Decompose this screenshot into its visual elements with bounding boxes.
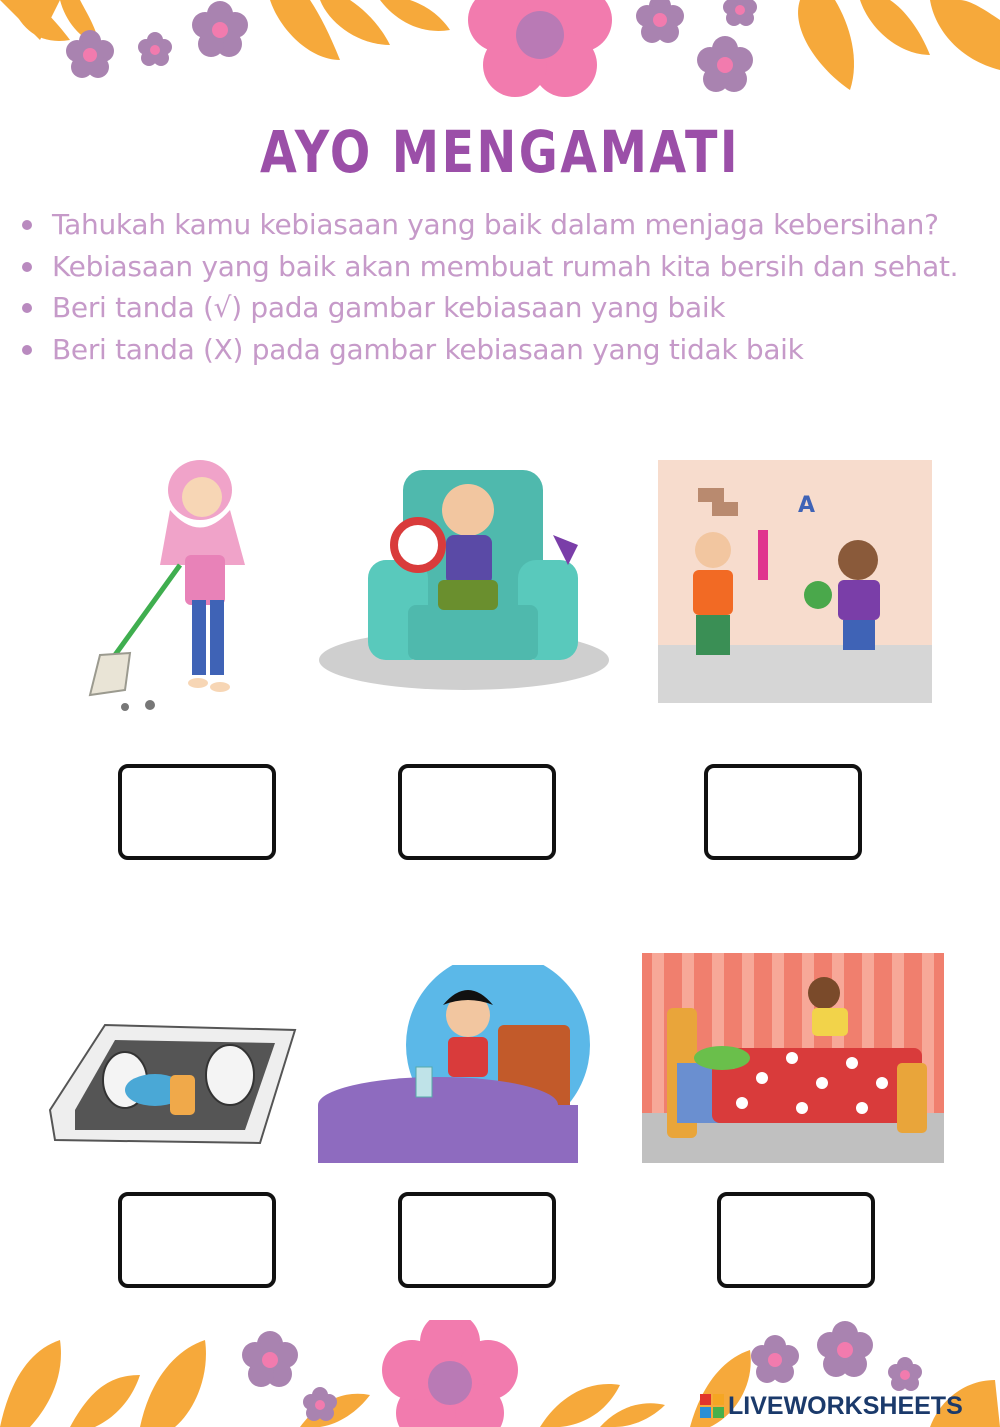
liveworksheets-logo (700, 1390, 963, 1422)
liveworksheets-logo-icon (700, 1394, 724, 1418)
svg-text:A: A (798, 493, 816, 518)
bullet-icon (22, 262, 32, 272)
instruction-item: Kebiasaan yang baik akan membuat rumah kita bersih dan sehat. (22, 246, 982, 288)
girl-tidying-table-illustration (318, 965, 594, 1165)
answer-box-5[interactable] (398, 1192, 556, 1288)
boy-eating-on-sofa-illustration (318, 465, 610, 695)
instruction-item: Beri tanda (√) pada gambar kebiasaan yang baik (22, 287, 982, 329)
bullet-icon (22, 303, 32, 313)
answer-box-4[interactable] (118, 1192, 276, 1288)
answer-box-1[interactable] (118, 764, 276, 860)
girl-sweeping-floor-illustration (80, 455, 280, 720)
instruction-item: Tahukah kamu kebiasaan yang baik dalam menjaga kebersihan? (22, 204, 982, 246)
boy-making-bed-illustration (642, 953, 944, 1163)
bullet-icon (22, 345, 32, 355)
answer-box-6[interactable] (717, 1192, 875, 1288)
top-floral-border (0, 0, 1000, 110)
page-title: AYO MENGAMATI (259, 118, 741, 186)
instruction-item: Beri tanda (X) pada gambar kebiasaan yang tidak baik (22, 329, 982, 371)
dirty-dishes-in-sink-illustration (45, 1015, 300, 1145)
answer-box-3[interactable] (704, 764, 862, 860)
children-painting-wall-illustration (658, 460, 932, 703)
instruction-list (0, 204, 982, 370)
answer-box-2[interactable] (398, 764, 556, 860)
bullet-icon (22, 220, 32, 230)
pink-flower-icon (468, 0, 612, 97)
logo-text: LIVEWORKSHEETS (728, 1391, 963, 1420)
